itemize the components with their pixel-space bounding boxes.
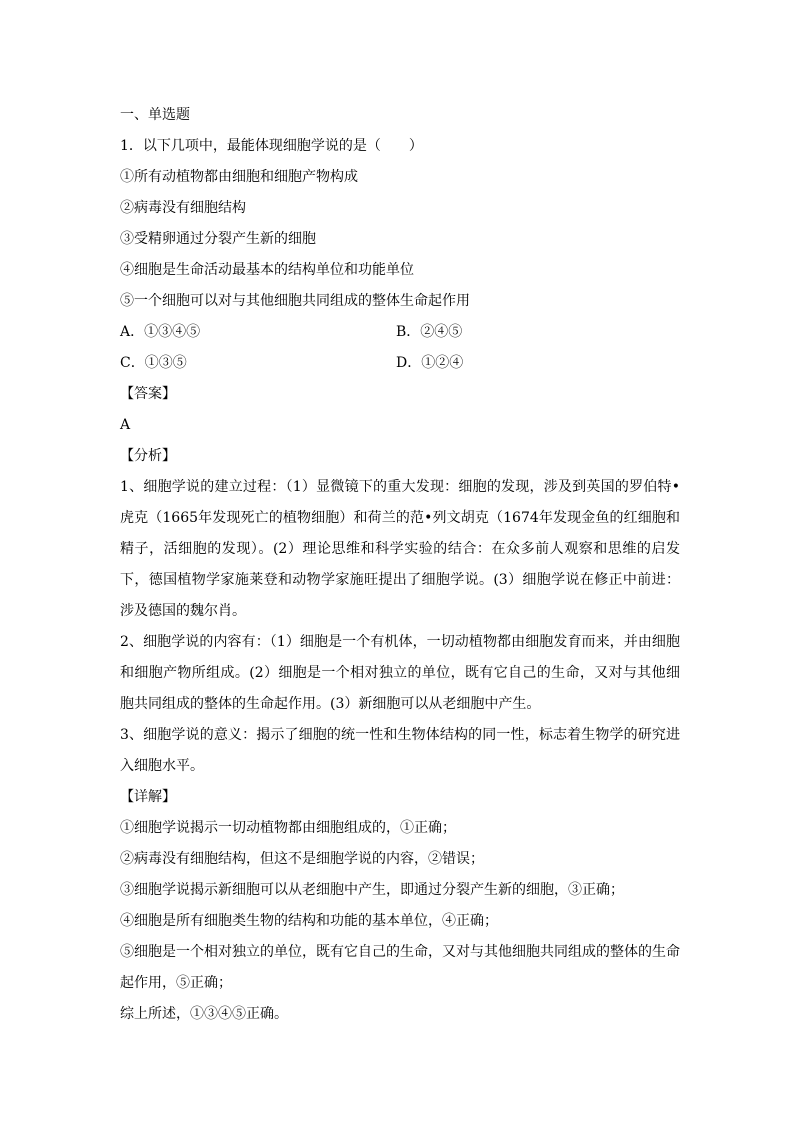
answer-label: 【答案】	[120, 386, 176, 402]
detail-line: ⑤细胞是一个相对独立的单位，既有它自己的生命，又对与其他细胞共同组成的整体的生命起作用，⑤正确；	[120, 944, 680, 991]
detail-line: ④细胞是所有细胞类生物的结构和功能的基本单位，④正确；	[120, 913, 498, 929]
options-row-1	[120, 317, 680, 348]
analysis-paragraph: 1、细胞学说的建立过程：（1）显微镜下的重大发现：细胞的发现，涉及到英国的罗伯特•虎克（1665年发现死亡的植物细胞）和荷兰的范•列文胡克（1674年发现金鱼的红细胞和精子，活细胞的发现）。(2）理论思维和科学实验的结合：在众多前人观察和思维的启发下，德国植物学家施莱登和动物学家施旺提出了细胞学说。(3）细胞学说在修正中前进：涉及德国的魏尔肖。	[120, 479, 680, 619]
option-b: B．②④⑤	[396, 324, 463, 340]
section-heading: 一、单选题	[120, 107, 190, 123]
option-c: C．①③⑤	[120, 355, 187, 371]
statement-item: ④细胞是生命活动最基本的结构单位和功能单位	[120, 262, 414, 278]
statement-item: ①所有动植物都由细胞和细胞产物构成	[120, 169, 358, 185]
answer-value: A	[120, 417, 131, 433]
statement-list	[120, 162, 680, 317]
statement-item: ②病毒没有细胞结构	[120, 200, 246, 216]
detail-line: ②病毒没有细胞结构，但这不是细胞学说的内容，②错误；	[120, 851, 484, 867]
option-a: A．①③④⑤	[120, 324, 201, 340]
detail-conclusion: 综上所述，①③④⑤正确。	[120, 1006, 288, 1022]
question-stem: 1．以下几项中，最能体现细胞学说的是（ ）	[120, 138, 423, 154]
options-row-2	[120, 348, 680, 379]
statement-item: ③受精卵通过分裂产生新的细胞	[120, 231, 316, 247]
detail-line: ③细胞学说揭示新细胞可以从老细胞中产生，即通过分裂产生新的细胞，③正确；	[120, 882, 624, 898]
detail-label: 【详解】	[120, 789, 176, 805]
detail-line: ①细胞学说揭示一切动植物都由细胞组成的，①正确；	[120, 820, 456, 836]
document-page	[120, 100, 680, 1030]
statement-item: ⑤一个细胞可以对与其他细胞共同组成的整体生命起作用	[120, 293, 470, 309]
option-d: D．①②④	[396, 355, 464, 371]
analysis-paragraph: 2、细胞学说的内容有：（1）细胞是一个有机体，一切动植物都由细胞发育而来，并由细胞和细胞产物所组成。(2）细胞是一个相对独立的单位，既有它自己的生命，又对与其他细胞共同组成的整体的生命起作用。(3）新细胞可以从老细胞中产生。	[120, 634, 680, 712]
analysis-paragraph: 3、细胞学说的意义：揭示了细胞的统一性和生物体结构的同一性，标志着生物学的研究进入细胞水平。	[120, 727, 680, 774]
analysis-label: 【分析】	[120, 448, 176, 464]
